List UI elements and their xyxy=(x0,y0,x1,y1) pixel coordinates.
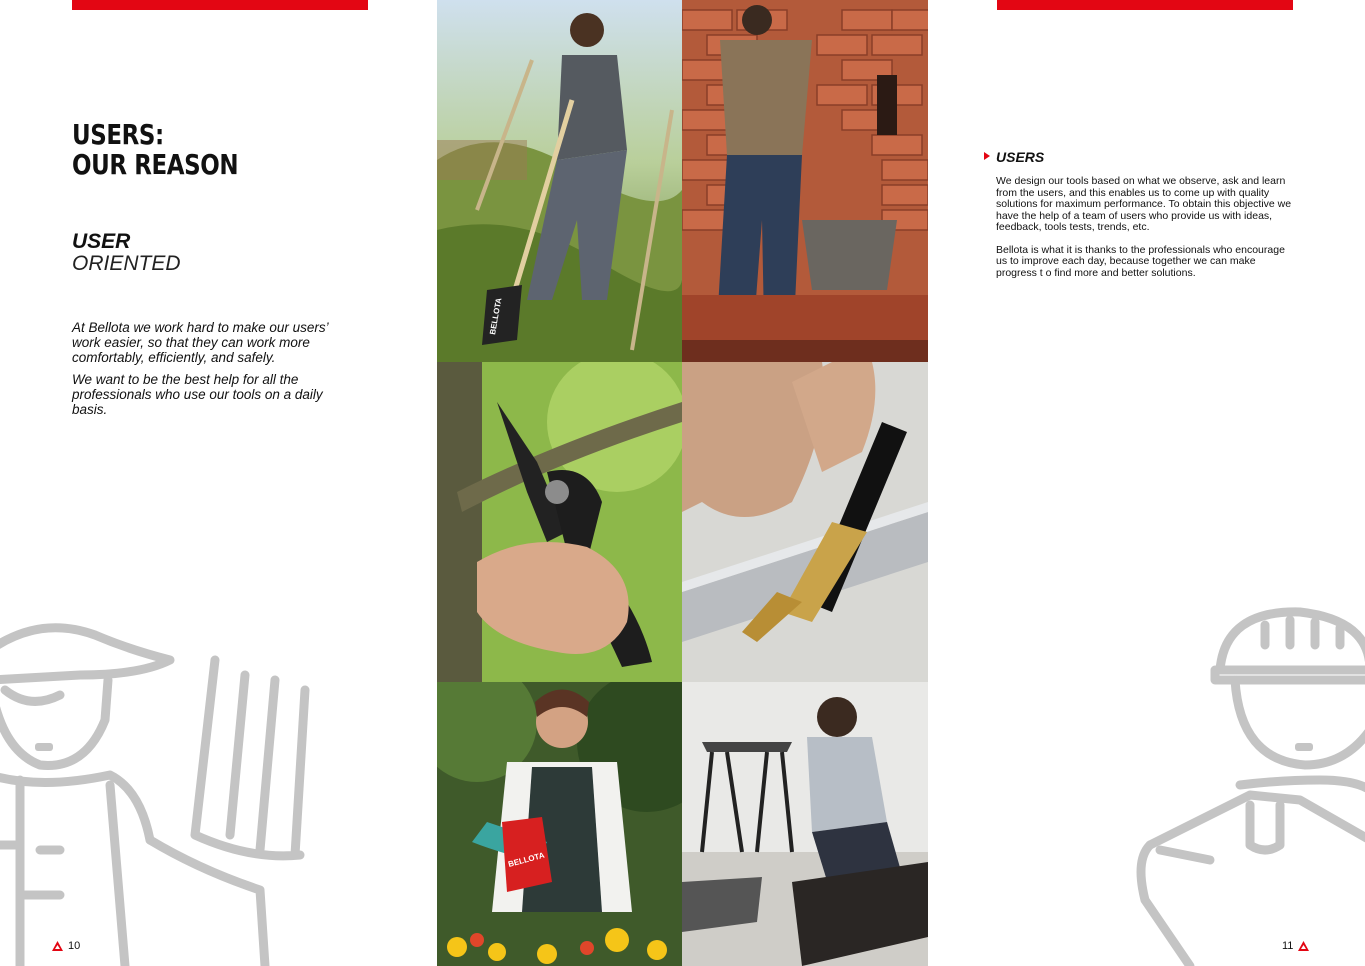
builder-line-illustration xyxy=(1130,600,1365,966)
top-accent-bar-left xyxy=(72,0,368,10)
section-heading xyxy=(984,149,1044,165)
bellota-logo-icon xyxy=(52,941,63,951)
intro-paragraph-2: We want to be the best help for all the professionals who use our tools on a daily basis. xyxy=(72,372,323,417)
title-line-2: OUR REASON xyxy=(72,148,239,181)
section-heading-text: USERS xyxy=(996,149,1045,165)
intro-text xyxy=(72,320,357,424)
page-number-left xyxy=(52,940,80,952)
intro-paragraph-1: At Bellota we work hard to make our users’ work easier, so that they can work more comfortably, efficiently, and safely. xyxy=(72,320,328,365)
photo-gardener-digging xyxy=(437,0,682,362)
section-paragraph-2: Bellota is what it is thanks to the professionals who encourage us to improve each day, because together we can make progress t o find more and better solutions. xyxy=(996,243,1285,279)
title-line-1: USERS: xyxy=(72,118,164,151)
photo-tiler xyxy=(682,682,928,966)
photo-woman-sprayer xyxy=(437,682,682,966)
sprayer-brand: BELLOTA xyxy=(507,850,546,869)
page-number-left-text: 10 xyxy=(68,940,81,952)
photo-utility-knife xyxy=(682,362,928,682)
subtitle-line-2: ORIENTED xyxy=(72,252,181,275)
bullet-triangle-icon xyxy=(984,152,990,160)
page-number-right xyxy=(1282,940,1309,952)
bellota-logo-icon xyxy=(1298,941,1309,951)
farmer-line-illustration xyxy=(0,600,360,966)
section-paragraph-1: We design our tools based on what we observe, ask and learn from the users, and this enables us to come up with quality solutions for maximum performance. To obtain this objective we have the help of a team of users who provide us with ideas, feedback, tools tests, trends, etc. xyxy=(996,175,1292,233)
top-accent-bar-right xyxy=(997,0,1293,10)
subtitle xyxy=(72,231,181,275)
section-text xyxy=(996,176,1294,290)
subtitle-line-1: USER xyxy=(72,230,131,253)
spade-brand: BELLOTA xyxy=(488,297,504,336)
photo-bricklayer xyxy=(682,0,928,362)
photo-pruning-shears xyxy=(437,362,682,682)
page-title xyxy=(72,120,238,180)
page-number-right-text: 11 xyxy=(1282,940,1294,952)
